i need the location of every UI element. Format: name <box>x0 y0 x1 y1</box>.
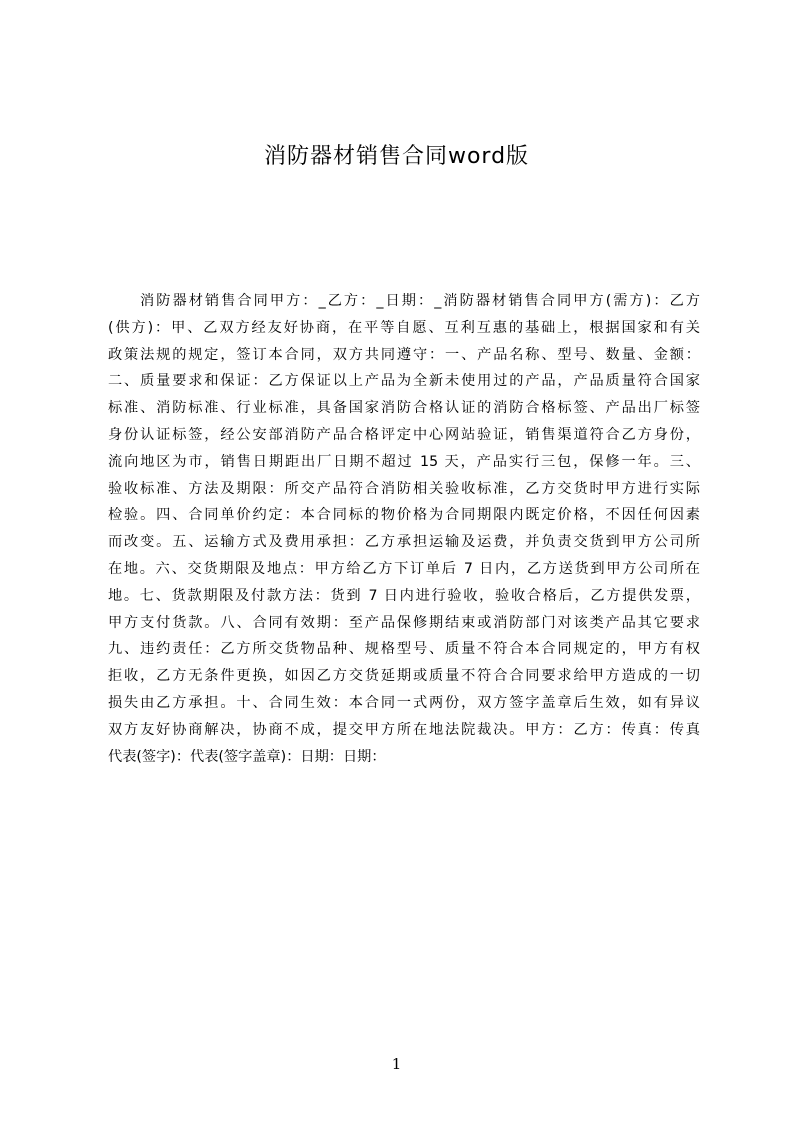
body-line: 政策法规的规定，签订本合同，双方共同遵守：一、产品名称、型号、数量、金额： <box>108 346 700 363</box>
page-number: 1 <box>391 1055 402 1073</box>
body-line: 在地。六、交货期限及地点：甲方给乙方下订单后 7 日内，乙方送货到甲方公司所在 <box>108 560 700 577</box>
body-line: 身份认证标签，经公安部消防产品合格评定中心网站验证，销售渠道符合乙方身份， <box>108 426 700 443</box>
document-body <box>108 288 700 770</box>
body-line: 甲方支付货款。八、合同有效期：至产品保修期结束或消防部门对该类产品其它要求 <box>108 614 700 631</box>
body-line: 拒收，乙方无条件更换，如因乙方交货延期或质量不符合合同要求给甲方造成的一切 <box>108 668 700 685</box>
body-line: 九、违约责任：乙方所交货物品种、规格型号、质量不符合本合同规定的，甲方有权 <box>108 641 700 658</box>
body-line: 验收标准、方法及期限：所交产品符合消防相关验收标准，乙方交货时甲方进行实际 <box>108 480 700 497</box>
body-line: 标准、消防标准、行业标准，具备国家消防合格认证的消防合格标签、产品出厂标签 <box>108 400 700 417</box>
body-line: 双方友好协商解决，协商不成，提交甲方所在地法院裁决。甲方：乙方：传真：传真 <box>108 721 700 738</box>
document-title: 消防器材销售合同word版 <box>263 144 530 169</box>
body-line: 流向地区为市，销售日期距出厂日期不超过 15 天，产品实行三包，保修一年。三、 <box>108 453 700 470</box>
body-line: 地。七、货款期限及付款方法：货到 7 日内进行验收，验收合格后，乙方提供发票， <box>108 587 700 604</box>
body-line: 二、质量要求和保证：乙方保证以上产品为全新未使用过的产品，产品质量符合国家 <box>108 373 700 390</box>
body-line: 代表(签字)：代表(签字盖章)：日期：日期： <box>108 748 386 765</box>
body-line: 消防器材销售合同甲方：_乙方：_日期：_消防器材销售合同甲方(需方)：乙方 <box>140 293 700 309</box>
body-line: 检验。四、合同单价约定：本合同标的物价格为合同期限内既定价格，不因任何因素 <box>108 507 700 524</box>
body-line: 损失由乙方承担。十、合同生效：本合同一式两份，双方签字盖章后生效，如有异议 <box>108 694 700 711</box>
body-line: (供方)：甲、乙双方经友好协商，在平等自愿、互利互惠的基础上，根据国家和有关 <box>108 319 700 336</box>
body-line: 而改变。五、运输方式及费用承担：乙方承担运输及运费，并负责交货到甲方公司所 <box>108 534 700 551</box>
